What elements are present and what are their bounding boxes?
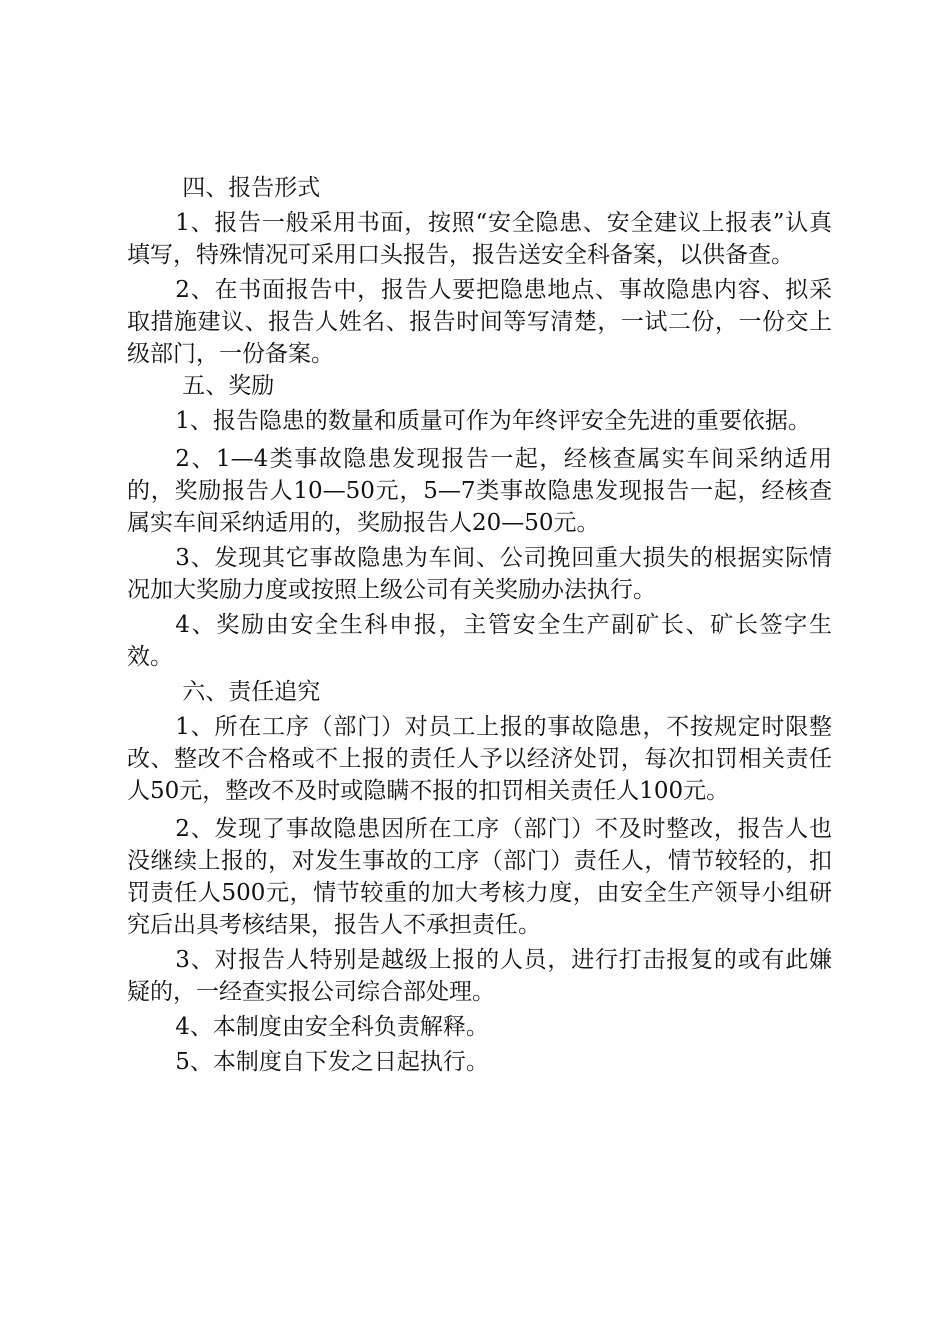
paragraph-accountability-5: 5、本制度自下发之日起执行。 <box>175 1049 489 1075</box>
paragraph-accountability-2: 2、发现了事故隐患因所在工序（部门）不及时整改，报告人也没继续上报的，对发生事故的工序（部门）责任人，情节较轻的，扣罚责任人500元，情节较重的加大考核力度，由安全生产领导小组研究后出具考核结果，报告人不承担责任。 <box>127 816 832 938</box>
section-heading-rewards: 五、奖励 <box>182 373 275 399</box>
paragraph-accountability-1: 1、所在工序（部门）对员工上报的事故隐患，不按规定时限整改、整改不合格或不上报的责任人予以经济处罚，每次扣罚相关责任人50元，整改不及时或隐瞒不报的扣罚相关责任人100元。 <box>127 714 832 804</box>
paragraph-report-format-1: 1、报告一般采用书面，按照“安全隐患、安全建议上报表”认真填写，特殊情况可采用口头报告，报告送安全科备案，以供备查。 <box>127 210 832 268</box>
paragraph-accountability-4: 4、本制度由安全科负责解释。 <box>175 1014 489 1040</box>
section-heading-report-format: 四、报告形式 <box>182 175 321 201</box>
document-body <box>127 172 832 1078</box>
paragraph-rewards-1: 1、报告隐患的数量和质量可作为年终评安全先进的重要依据。 <box>175 408 811 434</box>
paragraph-report-format-2: 2、在书面报告中，报告人要把隐患地点、事故隐患内容、拟采取措施建议、报告人姓名、报告时间等写清楚，一试二份，一份交上级部门，一份备案。 <box>127 277 832 367</box>
paragraph-accountability-3: 3、对报告人特别是越级上报的人员，进行打击报复的或有此嫌疑的，一经查实报公司综合部处理。 <box>127 947 832 1005</box>
paragraph-rewards-3: 3、发现其它事故隐患为车间、公司挽回重大损失的根据实际情况加大奖励力度或按照上级公司有关奖励办法执行。 <box>127 545 832 603</box>
paragraph-rewards-4: 4、奖励由安全生科申报，主管安全生产副矿长、矿长签字生效。 <box>127 612 832 670</box>
section-heading-accountability: 六、责任追究 <box>182 679 321 705</box>
paragraph-rewards-2: 2、1—4类事故隐患发现报告一起，经核查属实车间采纳适用的，奖励报告人10—50元，5—7类事故隐患发现报告一起，经核查属实车间采纳适用的，奖励报告人20—50元。 <box>127 446 832 536</box>
